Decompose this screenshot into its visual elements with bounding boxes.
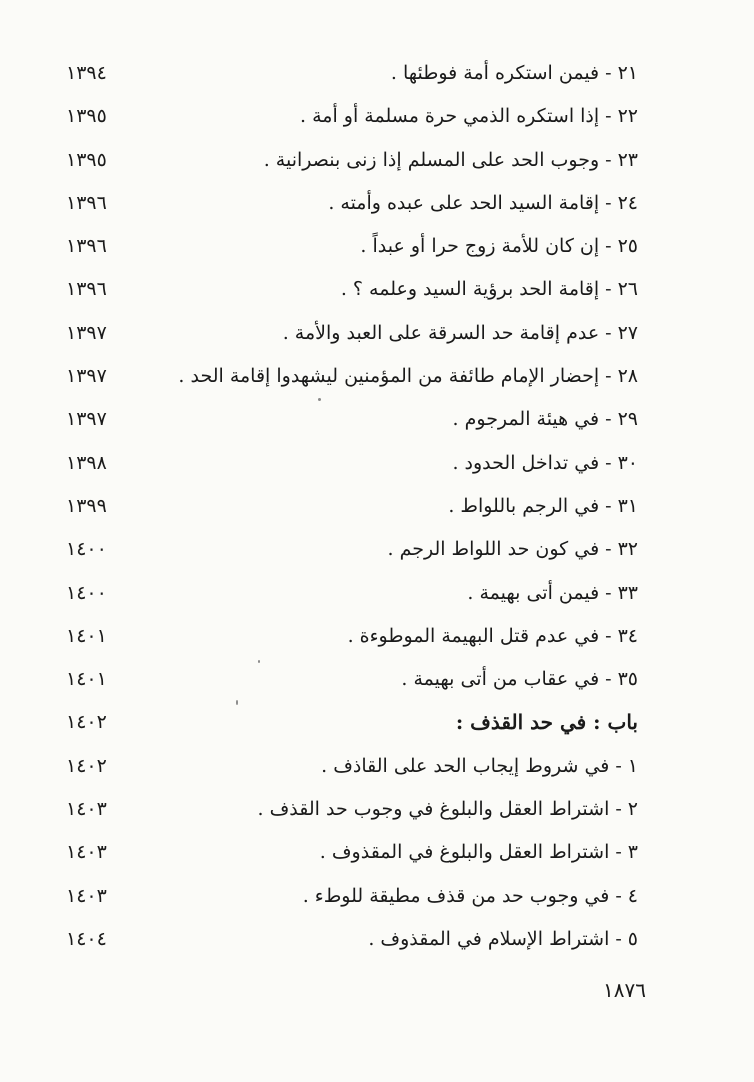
entry-number: ٣٢: [617, 538, 638, 561]
entry-number: ١: [627, 754, 638, 777]
entry-text: في هيئة المرجوم .: [452, 408, 600, 431]
scan-speck: [236, 700, 238, 705]
entry-title: ٢٩-في هيئة المرجوم .: [452, 408, 638, 431]
entry-title: ٢٧-عدم إقامة حد السرقة على العبد والأمة .: [282, 321, 638, 344]
entry-number: ٢٧: [617, 321, 638, 344]
entry-text: وجوب الحد على المسلم إذا زنى بنصرانية .: [263, 148, 600, 171]
entry-title: ٣-اشتراط العقل والبلوغ في المقذوف .: [319, 841, 638, 864]
entry-number: ٤: [627, 884, 638, 907]
toc-row: [0, 745, 754, 788]
entry-page-number: ١٤٠١: [66, 668, 107, 691]
entry-page-number: ١٣٩٦: [66, 235, 107, 258]
entry-page-number: ١٤٠٠: [66, 538, 107, 561]
entry-text: إذا استكره الذمي حرة مسلمة أو أمة .: [300, 105, 600, 128]
toc-row: [0, 831, 754, 874]
entry-title: ٣٠-في تداخل الحدود .: [452, 451, 638, 474]
entry-title: ٢٨-إحضار الإمام طائفة من المؤمنين ليشهدوا إقامة الحد .: [178, 365, 638, 388]
toc-row: [0, 875, 754, 918]
toc-row: [0, 95, 754, 138]
entry-text: إقامة الحد برؤية السيد وعلمه ؟ .: [340, 278, 600, 301]
entry-text: إن كان للأمة زوج حرا أو عبداً .: [360, 235, 600, 258]
entry-page-number: ١٣٩٥: [66, 148, 107, 171]
entry-text: في عدم قتل البهيمة الموطوءة .: [347, 624, 600, 647]
entry-title: ٣٤-في عدم قتل البهيمة الموطوءة .: [347, 624, 638, 647]
entry-number: ٣٠: [617, 451, 638, 474]
entry-title: ٢٢-إذا استكره الذمي حرة مسلمة أو أمة .: [300, 105, 638, 128]
entry-text: فيمن أتى بهيمة .: [467, 581, 600, 604]
entry-page-number: ١٣٩٧: [66, 321, 107, 344]
toc-row: [0, 918, 754, 961]
entry-text: إقامة السيد الحد على عبده وأمته .: [328, 191, 600, 214]
entry-page-number: ١٣٩٩: [66, 494, 107, 517]
entry-number: ٣٥: [617, 668, 638, 691]
entry-text: في تداخل الحدود .: [452, 451, 600, 474]
entry-title: ٢٦-إقامة الحد برؤية السيد وعلمه ؟ .: [340, 278, 638, 301]
scan-speck: [258, 660, 260, 663]
entry-title: ٣٣-فيمن أتى بهيمة .: [467, 581, 638, 604]
toc-row: [0, 355, 754, 398]
scan-speck: [318, 398, 321, 401]
entry-number: ٥: [627, 927, 638, 950]
entry-page-number: ١٤٠٢: [66, 754, 107, 777]
entry-number: ٢٦: [617, 278, 638, 301]
footer-page-number: ١٨٧٦: [603, 978, 646, 1002]
entry-title: ٣٥-في عقاب من أتى بهيمة .: [401, 668, 638, 691]
entry-page-number: ١٤٠١: [66, 624, 107, 647]
entry-title: ٢٣-وجوب الحد على المسلم إذا زنى بنصرانية .: [263, 148, 638, 171]
entry-title: ٢٤-إقامة السيد الحد على عبده وأمته .: [328, 191, 638, 214]
entry-page-number: ١٤٠٤: [66, 927, 107, 950]
entry-title: ٢١-فيمن استكره أمة فوطئها .: [390, 62, 638, 84]
entry-text: في عقاب من أتى بهيمة .: [401, 668, 600, 691]
entry-page-number: ١٤٠٠: [66, 581, 107, 604]
toc-row: [0, 572, 754, 615]
entry-number: ٣: [627, 841, 638, 864]
toc-row: [0, 312, 754, 355]
table-of-contents: [0, 52, 754, 961]
entry-number: ٣٤: [617, 624, 638, 647]
toc-row: [0, 658, 754, 701]
toc-row: [0, 225, 754, 268]
entry-title: ٥-اشتراط الإسلام في المقذوف .: [368, 927, 638, 950]
entry-number: ٢٣: [617, 148, 638, 171]
entry-page-number: ١٤٠٣: [66, 798, 107, 821]
entry-number: ٣١: [617, 494, 638, 517]
toc-row: [0, 788, 754, 831]
entry-title: ١-في شروط إيجاب الحد على القاذف .: [321, 754, 638, 777]
entry-page-number: ١٣٩٦: [66, 278, 107, 301]
chapter-heading-row: [0, 701, 754, 744]
entry-text: فيمن استكره أمة فوطئها .: [390, 62, 600, 84]
toc-row: [0, 268, 754, 311]
toc-row: [0, 442, 754, 485]
entry-number: ٢: [627, 798, 638, 821]
entry-text: إحضار الإمام طائفة من المؤمنين ليشهدوا إقامة الحد .: [178, 365, 600, 388]
entry-page-number: ١٣٩٨: [66, 451, 107, 474]
entry-title: ٣١-في الرجم باللواط .: [448, 494, 638, 517]
entry-page-number: ١٣٩٦: [66, 191, 107, 214]
entry-text: في الرجم باللواط .: [448, 494, 600, 517]
toc-row: [0, 615, 754, 658]
entry-text: اشتراط العقل والبلوغ في المقذوف .: [319, 841, 610, 864]
entry-title: ٢-اشتراط العقل والبلوغ في وجوب حد القذف .: [257, 798, 638, 821]
entry-page-number: ١٣٩٧: [66, 365, 107, 388]
entry-number: ٢١: [617, 62, 638, 84]
chapter-heading: باب : في حد القذف :: [455, 710, 638, 735]
entry-number: ٢٩: [617, 408, 638, 431]
entry-text: اشتراط الإسلام في المقذوف .: [368, 927, 610, 950]
entry-number: ٣٣: [617, 581, 638, 604]
entry-page-number: ١٣٩٧: [66, 408, 107, 431]
entry-title: ٤-في وجوب حد من قذف مطيقة للوطء .: [302, 884, 638, 907]
entry-number: ٢٥: [617, 235, 638, 258]
entry-text: في كون حد اللواط الرجم .: [387, 538, 600, 561]
entry-page-number: ١٤٠٣: [66, 841, 107, 864]
entry-number: ٢٤: [617, 191, 638, 214]
entry-text: عدم إقامة حد السرقة على العبد والأمة .: [282, 321, 600, 344]
entry-page-number: ١٤٠٣: [66, 884, 107, 907]
toc-row: [0, 528, 754, 571]
toc-row: [0, 52, 754, 95]
entry-text: اشتراط العقل والبلوغ في وجوب حد القذف .: [257, 798, 610, 821]
entry-text: في وجوب حد من قذف مطيقة للوطء .: [302, 884, 610, 907]
entry-number: ٢٨: [617, 365, 638, 388]
entry-number: ٢٢: [617, 105, 638, 128]
entry-text: في شروط إيجاب الحد على القاذف .: [321, 754, 610, 777]
toc-row: [0, 485, 754, 528]
toc-row: [0, 182, 754, 225]
entry-title: ٢٥-إن كان للأمة زوج حرا أو عبداً .: [360, 235, 638, 258]
entry-page-number: ١٣٩٤: [66, 62, 107, 84]
chapter-page-number: ١٤٠٢: [66, 711, 107, 734]
toc-row: [0, 139, 754, 182]
entry-title: ٣٢-في كون حد اللواط الرجم .: [387, 538, 638, 561]
toc-row: [0, 398, 754, 441]
entry-page-number: ١٣٩٥: [66, 105, 107, 128]
